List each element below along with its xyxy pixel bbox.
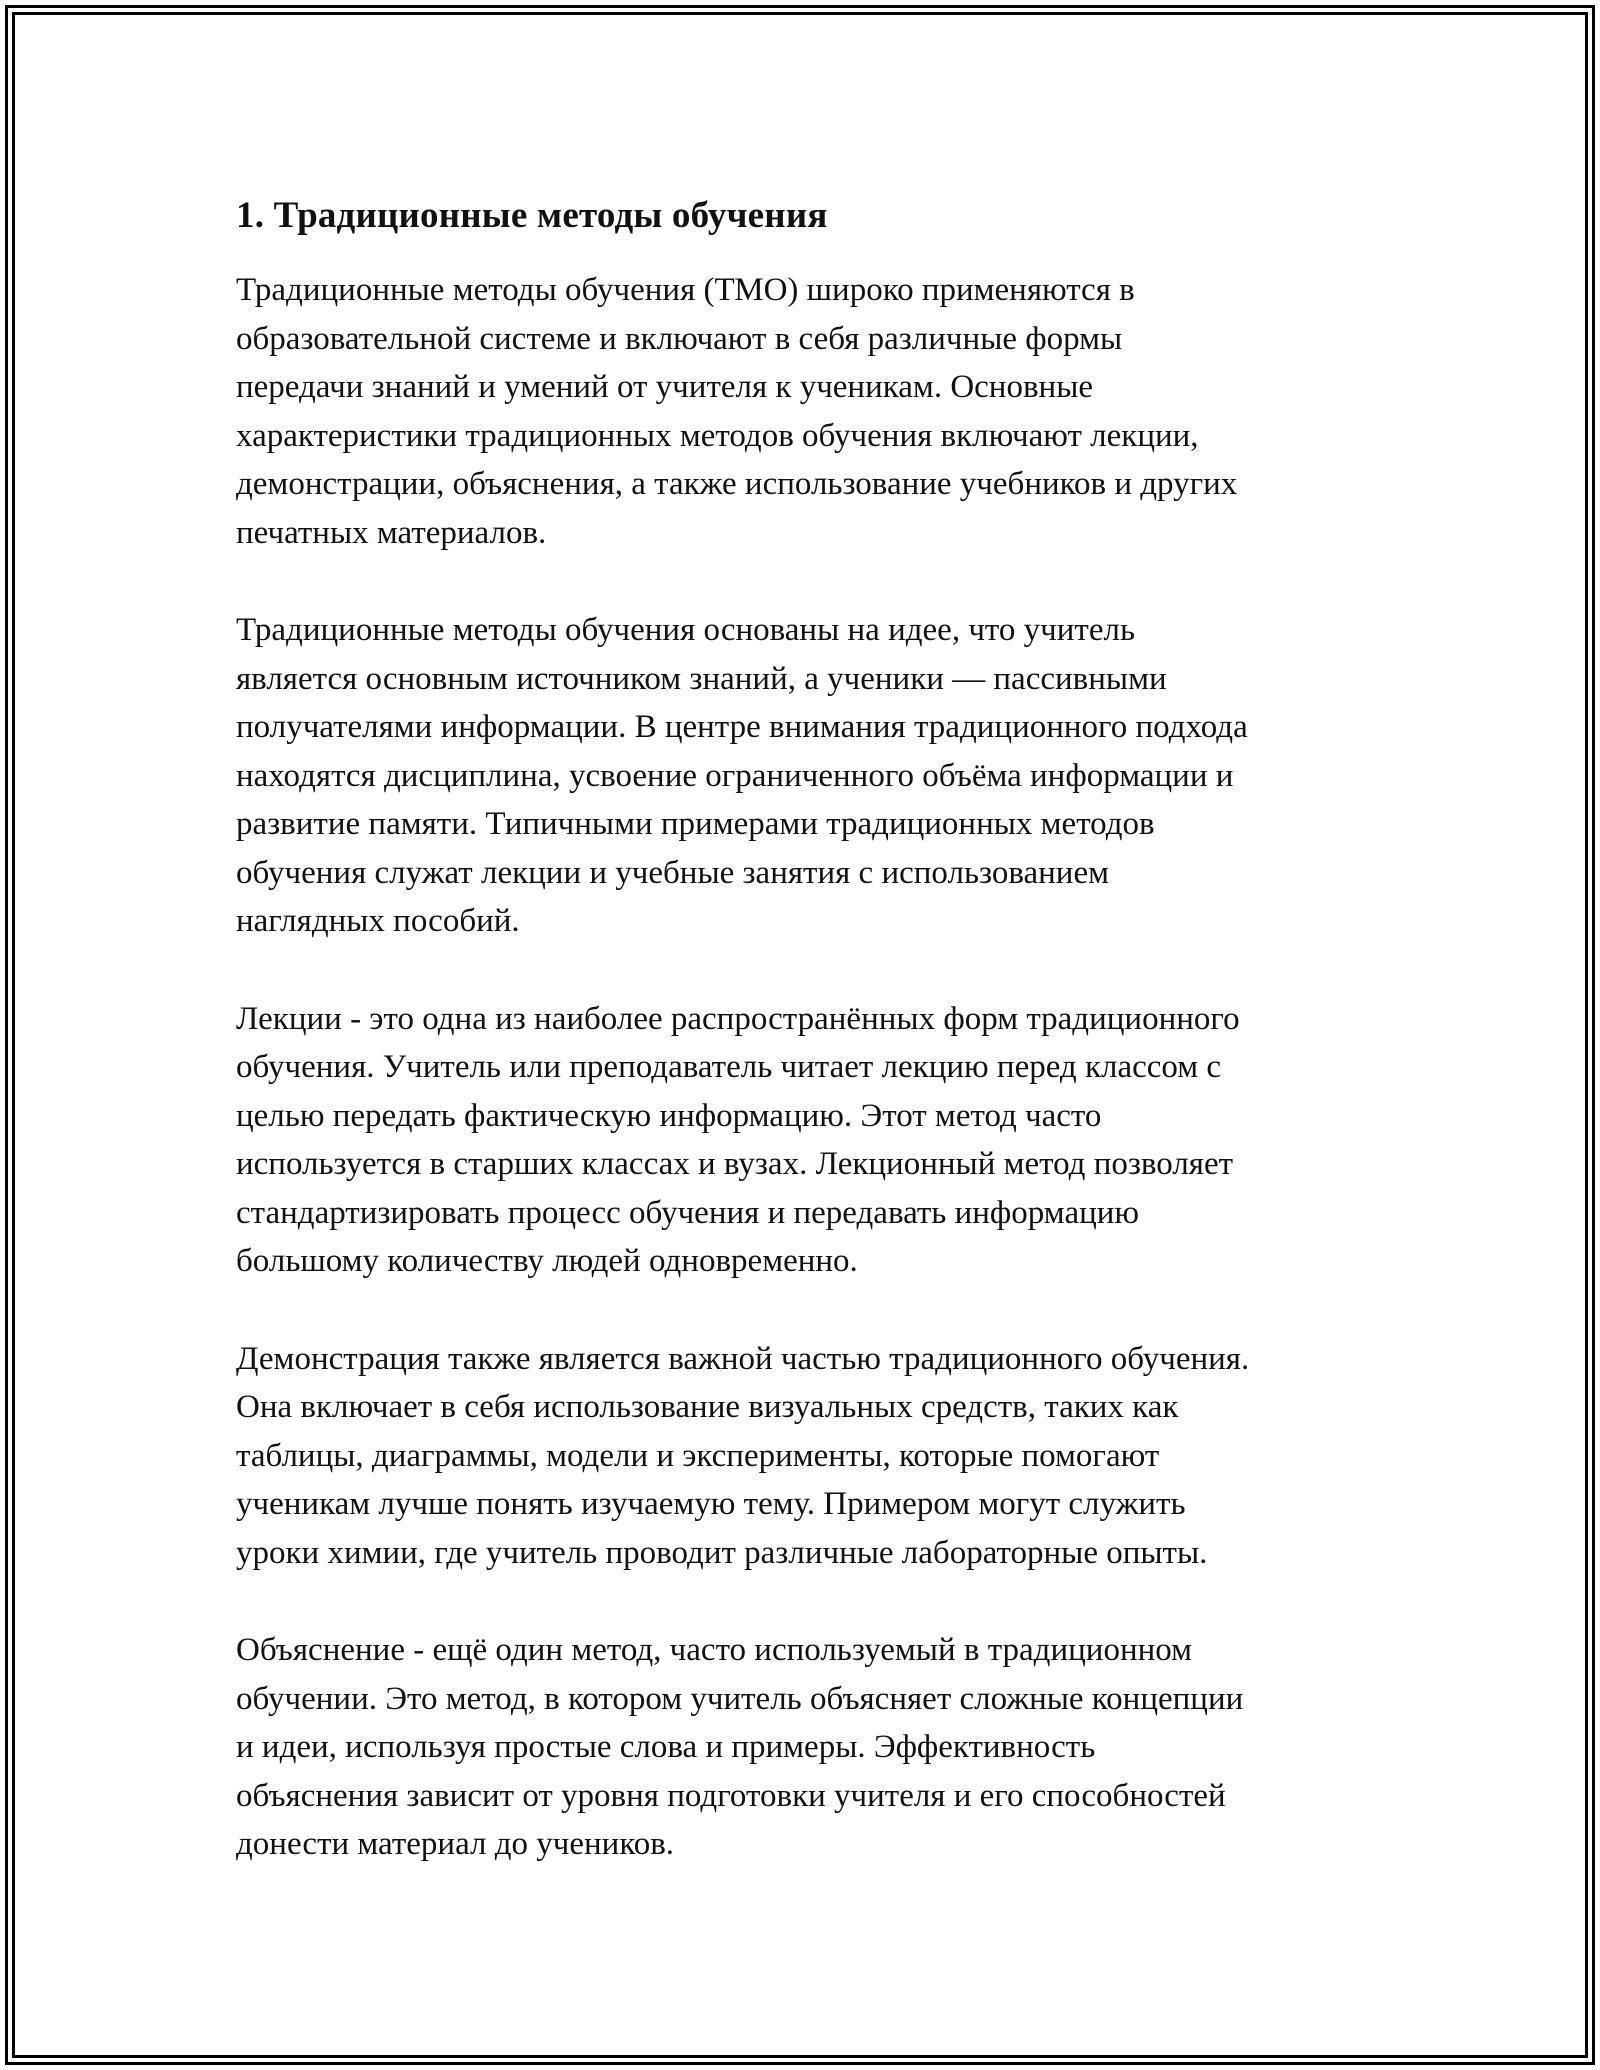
paragraph-intro: Традиционные методы обучения (ТМО) широко применяются в образовательной системе и включают в себя различные формы передачи знаний и умений от учителя к ученикам. Основные характеристики традиционных методов обучения включают лекции, демонстрации, объяснения, а также использование учебников и других печатных материалов. (236, 272, 1238, 551)
paragraph-basis: Традиционные методы обучения основаны на идее, что учитель является основным источником знаний, а ученики — пассивными получателями информации. В центре внимания традиционного подхода находятся дисциплина, усвоение ограниченного объёма информации и развитие памяти. Типичными примерами традиционных методов обучения служат лекции и учебные занятия с использованием наглядных пособий. (236, 612, 1248, 939)
paragraph-explanation: Объяснение - ещё один метод, часто используемый в традиционном обучении. Это метод, в котором учитель объясняет сложные концепции и идеи, используя простые слова и примеры. Эффективность объяснения зависит от уровня подготовки учителя и его способностей донести материал до учеников. (236, 1632, 1244, 1862)
paragraph-demonstration: Демонстрация также является важной частью традиционного обучения. Она включает в себя использование визуальных средств, таких как таблицы, диаграммы, модели и эксперименты, которые помогают ученикам лучше понять изучаемую тему. Примером могут служить уроки химии, где учитель проводит различные лабораторные опыты. (236, 1340, 1250, 1571)
document-page (236, 190, 1376, 1918)
paragraph-lectures: Лекции - это одна из наиболее распространённых форм традиционного обучения. Учитель или преподаватель читает лекцию перед классом с целью передать фактическую информацию. Этот метод часто используется в старших классах и вузах. Лекционный метод позволяет стандартизировать процесс обучения и передавать информацию большому количеству людей одновременно. (236, 1000, 1240, 1279)
section-heading: 1. Традиционные методы обучения (236, 195, 828, 236)
